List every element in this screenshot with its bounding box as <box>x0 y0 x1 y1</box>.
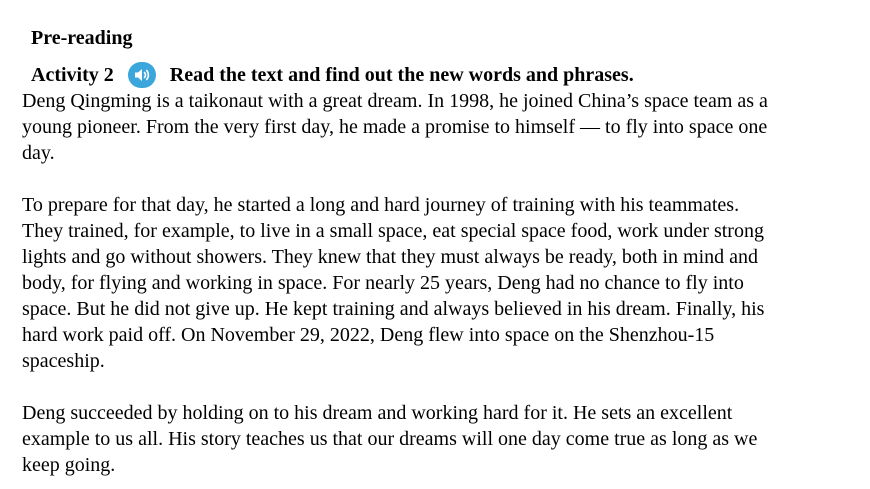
text-line: example to us all. His story teaches us that our dreams will one day come true as long as we <box>22 428 758 450</box>
text-line: body, for flying and working in space. For nearly 25 years, Deng had no chance to fly into <box>22 272 744 294</box>
activity-label: Activity 2 <box>31 63 114 86</box>
text-line: lights and go without showers. They knew that they must always be ready, both in mind and <box>22 246 758 268</box>
paragraph-3 <box>22 400 852 478</box>
text-line: day. <box>22 142 55 164</box>
text-line: spaceship. <box>22 350 105 372</box>
text-line: They trained, for example, to live in a small space, eat special space food, work under strong <box>22 220 764 242</box>
text-line: Deng Qingming is a taikonaut with a great dream. In 1998, he joined China’s space team as a <box>22 90 768 112</box>
text-line: To prepare for that day, he started a long and hard journey of training with his teammates. <box>22 194 740 216</box>
text-line: young pioneer. From the very first day, he made a promise to himself — to fly into space one <box>22 116 768 138</box>
text-line: space. But he did not give up. He kept training and always believed in his dream. Finally, his <box>22 298 765 320</box>
activity-header <box>31 62 634 88</box>
speaker-glyph <box>133 67 151 83</box>
text-line: hard work paid off. On November 29, 2022, Deng flew into space on the Shenzhou-15 <box>22 324 715 346</box>
paragraph-1 <box>22 88 852 166</box>
section-title: Pre-reading <box>31 27 133 49</box>
reading-text <box>22 88 852 478</box>
paragraph-2 <box>22 192 852 374</box>
text-line: Deng succeeded by holding on to his dream and working hard for it. He sets an excellent <box>22 402 733 424</box>
speaker-audio-icon[interactable] <box>128 62 156 88</box>
text-line: keep going. <box>22 454 116 476</box>
activity-instruction: Read the text and find out the new words and phrases. <box>169 63 634 86</box>
